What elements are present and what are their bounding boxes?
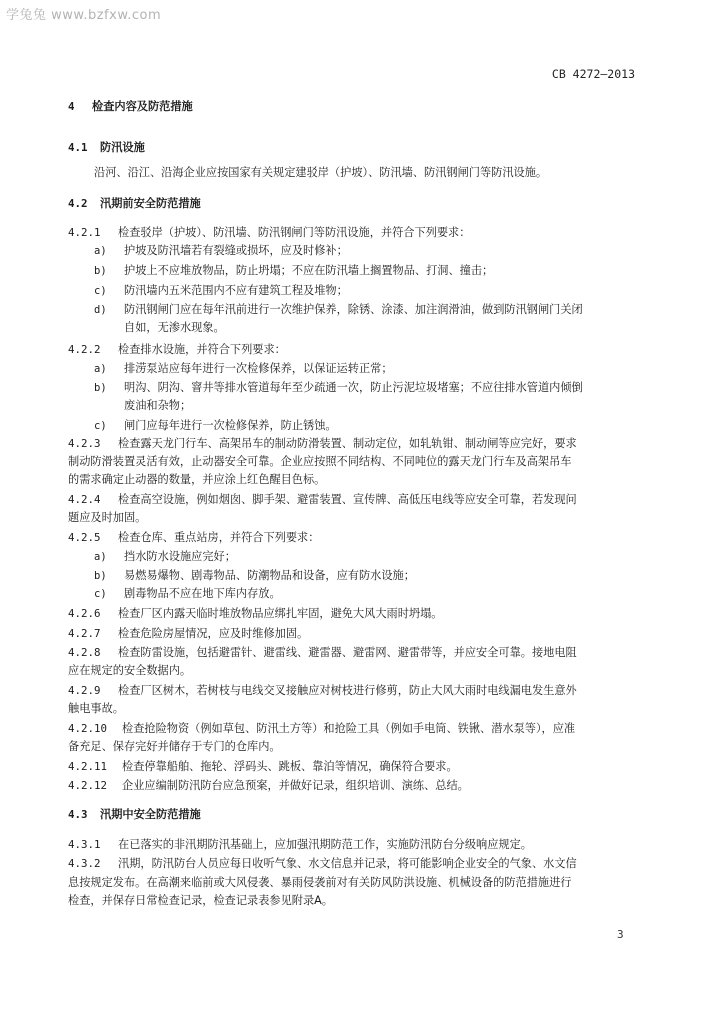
section-4-1-text: 沿河、沿江、沿海企业应按国家有关规定建驳岸（护坡）、防汛墙、防汛钢闸门等防汛设施。 — [94, 166, 548, 179]
clause-4-2-4-continuation: 题应及时加固。 — [68, 511, 147, 524]
clause-4-2-11-number: 4.2.11 — [68, 760, 108, 773]
clause-4-2-6-text: 检查厂区内露天临时堆放物品应绑扎牢固，避免大风大雨时坍塌。 — [118, 607, 443, 620]
clause-4-2-3-text: 检查露天龙门行车、高架吊车的制动防滑装置、制动定位，如轧轨钳、制动闸等应完好，要求 — [118, 437, 577, 450]
clause-4-2-7-number: 4.2.7 — [68, 627, 101, 640]
section-4-3-heading — [68, 808, 201, 822]
page-number: 3 — [617, 928, 624, 941]
clause-4-2-7 — [68, 627, 308, 641]
clause-4-2-3-continuation: 制动防滑装置灵活有效，止动器安全可靠。企业应按照不同结构、不同吨位的露天龙门行车及高架吊车 — [68, 455, 572, 468]
list-item-text: 剧毒物品不应在地下库内存放。 — [124, 587, 281, 600]
clause-4-2-9-text: 检查厂区树木，若树枝与电线交叉接触应对树枝进行修剪，防止大风大雨时电线漏电发生意外 — [118, 684, 577, 697]
clause-4-2-2 — [68, 343, 286, 357]
list-item — [94, 550, 236, 564]
clause-4-2-4-text: 检查高空设施，例如烟囱、脚手架、避雷装置、宣传牌、高低压电线等应安全可靠，若发现问 — [118, 493, 577, 506]
clause-4-2-6-number: 4.2.6 — [68, 607, 101, 620]
section-4-2-heading — [68, 197, 201, 211]
section-4-1-heading — [68, 141, 145, 155]
clause-4-3-1-text: 在已落实的非汛期防汛基础上，应加强汛期防范工作，实施防汛防台分级响应规定。 — [118, 838, 532, 851]
section-4-1-number: 4.1 — [68, 141, 88, 154]
clause-4-2-7-text: 检查危险房屋情况，应及时维修加固。 — [118, 627, 309, 640]
clause-4-2-10-number: 4.2.10 — [68, 722, 108, 735]
section-4-1-title: 防汛设施 — [100, 141, 145, 154]
clause-4-2-3-number: 4.2.3 — [68, 437, 101, 450]
clause-4-2-1-number: 4.2.1 — [68, 226, 101, 239]
clause-4-2-10-text: 检查抢险物资（例如草包、防汛土方等）和抢险工具（例如手电筒、铁锹、潜水泵等），应准 — [122, 722, 576, 735]
section-4-2-title: 汛期前安全防范措施 — [100, 197, 201, 210]
list-item-label: a) — [94, 245, 107, 257]
clause-4-3-2-text: 汛期，防汛防台人员应每日收听气象、水文信息并记录，将可能影响企业安全的气象、水文信 — [118, 857, 577, 870]
clause-4-3-2-number: 4.3.2 — [68, 857, 101, 870]
clause-4-3-2 — [68, 857, 577, 871]
clause-4-2-6 — [68, 607, 442, 621]
section-4-2-number: 4.2 — [68, 197, 88, 210]
list-item — [94, 244, 348, 258]
list-item-text: 挡水防水设施应完好； — [124, 550, 236, 563]
clause-4-3-1 — [68, 838, 532, 852]
clause-4-2-10-continuation: 备充足、保存完好并储存于专门的仓库内。 — [68, 740, 281, 753]
section-4-heading — [68, 100, 193, 114]
clause-4-2-1 — [68, 226, 470, 240]
clause-4-3-2-continuation: 息按规定发布。在高潮来临前或大风侵袭、暴雨侵袭前对有关防风防洪设施、机械设备的防范措施进行 — [68, 876, 572, 889]
clause-4-2-8-text: 检查防雷设施，包括避雷针、避雷线、避雷器、避雷网、避雷带等，并应安全可靠。接地电阻 — [118, 646, 577, 659]
standard-code: CB 4272—2013 — [551, 67, 635, 81]
clause-4-2-8-number: 4.2.8 — [68, 646, 101, 659]
clause-4-2-9-number: 4.2.9 — [68, 684, 101, 697]
clause-4-3-1-number: 4.3.1 — [68, 838, 101, 851]
list-item-text: 防汛钢闸门应在每年汛前进行一次维护保养，除锈、涂漆、加注润滑油，做到防汛钢闸门关闭 — [124, 303, 583, 316]
list-item-label: c) — [94, 285, 107, 297]
list-item — [94, 284, 348, 298]
section-4-3-title: 汛期中安全防范措施 — [100, 808, 201, 821]
list-item-text: 防汛墙内五米范围内不应有建筑工程及堆物； — [124, 284, 348, 297]
clause-4-2-3 — [68, 437, 577, 451]
clause-4-2-12-text: 企业应编制防汛防台应急预案，并做好记录，组织培训、演练、总结。 — [122, 779, 469, 792]
clause-4-2-1-text: 检查驳岸（护坡）、防汛墙、防汛钢闸门等防汛设施，并符合下列要求： — [118, 226, 471, 239]
watermark: 学兔兔 www.bzfxw.com — [6, 8, 162, 23]
list-item — [94, 569, 415, 583]
list-item-text: 护坡上不应堆放物品，防止坍塌；不应在防汛墙上搁置物品、打洞、撞击； — [124, 264, 494, 277]
list-item — [94, 587, 281, 601]
list-item — [94, 419, 337, 433]
clause-4-2-11-text: 检查停靠船舶、拖轮、浮码头、跳板、靠泊等情况，确保符合要求。 — [122, 760, 458, 773]
section-4-number: 4 — [68, 100, 75, 113]
list-item — [94, 264, 493, 278]
clause-4-2-3-continuation: 的需求确定止动器的数量，并应涂上红色醒目色标。 — [68, 473, 326, 486]
clause-4-2-8 — [68, 646, 577, 660]
clause-4-2-4-number: 4.2.4 — [68, 493, 101, 506]
list-item-label: a) — [94, 363, 107, 375]
clause-4-2-2-text: 检查排水设施，并符合下列要求： — [118, 343, 286, 356]
clause-4-2-5-number: 4.2.5 — [68, 531, 101, 544]
clause-4-2-10 — [68, 722, 575, 736]
clause-4-2-12 — [68, 779, 469, 793]
section-4-3-number: 4.3 — [68, 808, 88, 821]
clause-4-2-5-text: 检查仓库、重点站房，并符合下列要求： — [118, 531, 320, 544]
list-item-label: d) — [94, 304, 107, 316]
list-item-label: b) — [94, 382, 107, 394]
clause-4-2-9-continuation: 触电事故。 — [68, 702, 124, 715]
clause-4-2-5 — [68, 531, 319, 545]
clause-4-2-4 — [68, 493, 577, 507]
list-item-text: 易燃易爆物、剧毒物品、防潮物品和设备，应有防水设施； — [124, 569, 415, 582]
list-item-text: 明沟、阴沟、窨井等排水管道每年至少疏通一次，防止污泥垃圾堵塞；不应往排水管道内倾倒 — [124, 381, 583, 394]
list-item — [94, 381, 583, 395]
clause-4-2-12-number: 4.2.12 — [68, 779, 108, 792]
clause-4-2-8-continuation: 应在规定的安全数据内。 — [68, 664, 192, 677]
clause-4-3-2-continuation: 检查，并保存日常检查记录，检查记录表参见附录A。 — [68, 894, 333, 907]
list-item — [94, 303, 583, 317]
list-item — [94, 362, 393, 376]
clause-4-2-2-number: 4.2.2 — [68, 343, 101, 356]
list-item-text: 排涝泵站应每年进行一次检修保养，以保证运转正常； — [124, 362, 393, 375]
list-item-text: 闸门应每年进行一次检修保养，防止锈蚀。 — [124, 419, 337, 432]
list-item-label: a) — [94, 551, 107, 563]
section-4-title: 检查内容及防范措施 — [92, 100, 193, 113]
list-item-continuation: 废油和杂物； — [124, 399, 192, 412]
list-item-label: b) — [94, 570, 107, 582]
list-item-label: b) — [94, 265, 107, 277]
list-item-continuation: 自如，无渗水现象。 — [124, 321, 225, 334]
list-item-label: c) — [94, 420, 107, 432]
list-item-label: c) — [94, 588, 107, 600]
clause-4-2-11 — [68, 760, 458, 774]
clause-4-2-9 — [68, 684, 577, 698]
list-item-text: 护坡及防汛墙若有裂缝或损坏，应及时修补； — [124, 244, 348, 257]
